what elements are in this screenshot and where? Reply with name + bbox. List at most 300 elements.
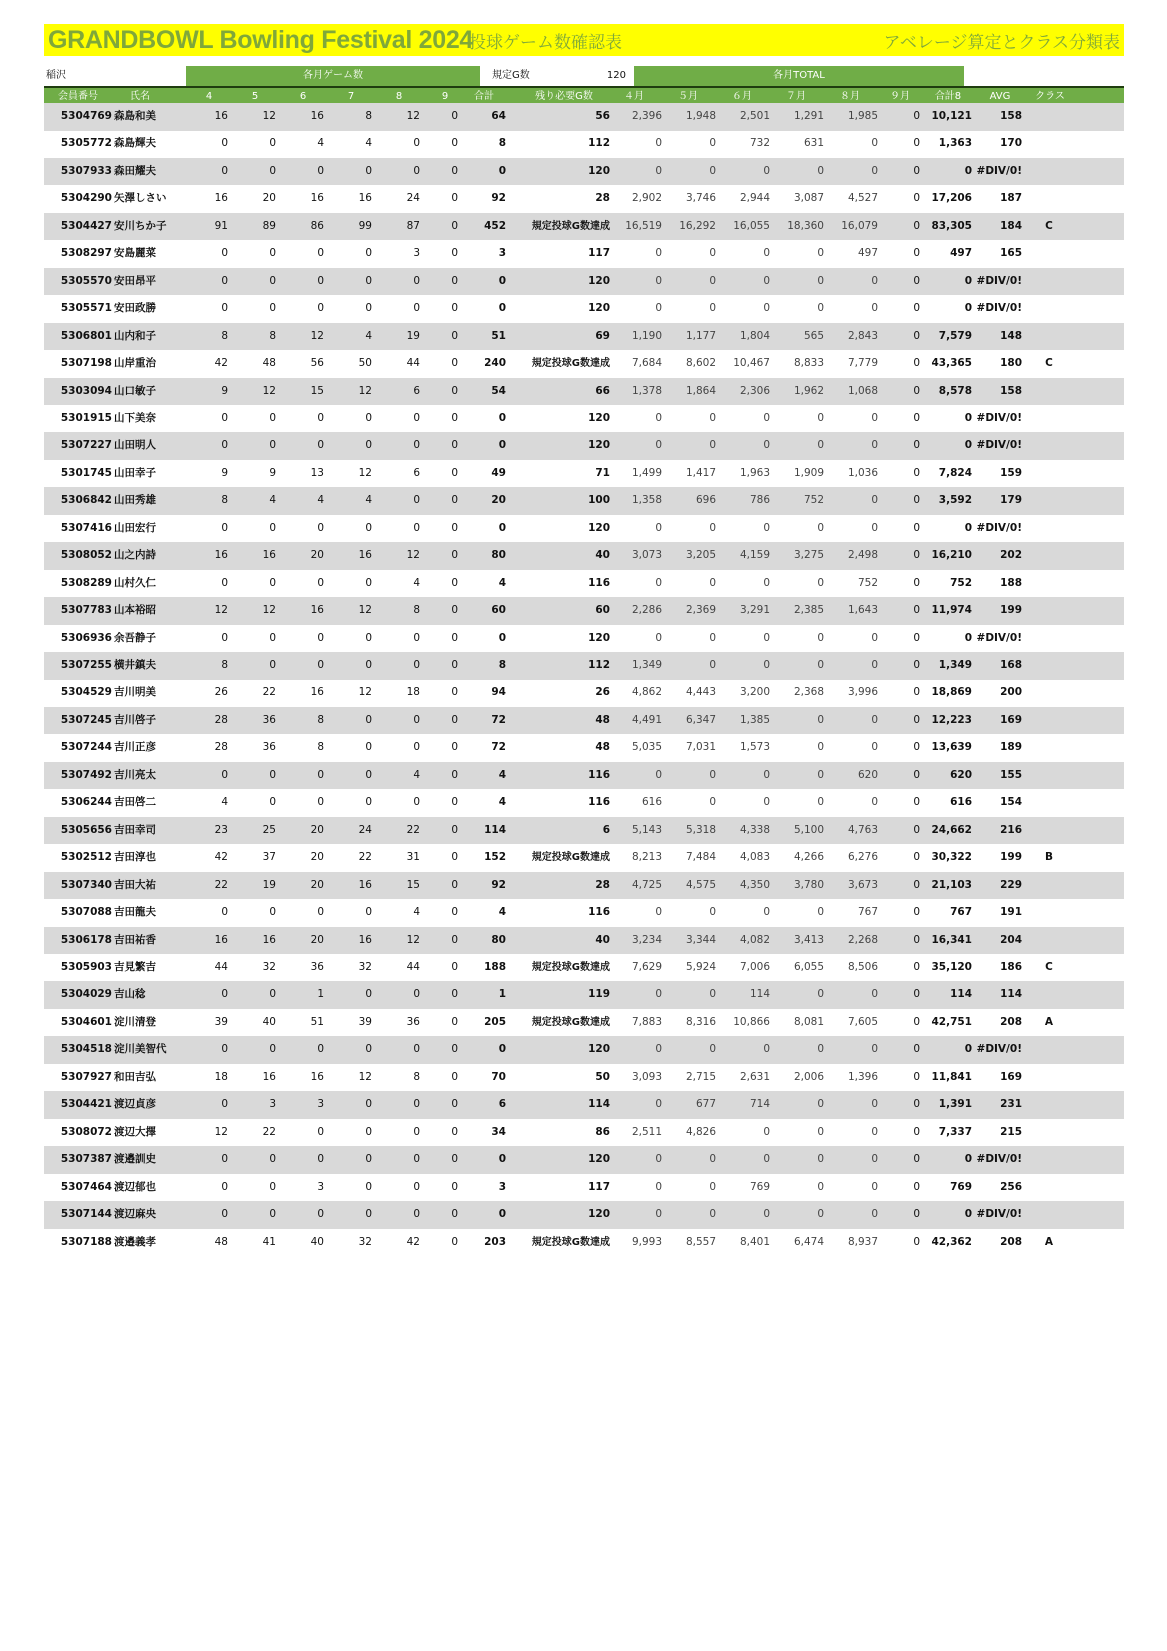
cell-sep: 0 xyxy=(913,1208,920,1220)
cell-total8: 12,223 xyxy=(931,713,972,726)
cell-avg: #DIV/0! xyxy=(976,302,1022,315)
cell-may: 1,948 xyxy=(685,110,716,122)
cell-total8: 35,120 xyxy=(931,960,972,973)
cell-remaining-games: 40 xyxy=(595,549,610,562)
cell-name: 吉田大祐 xyxy=(114,878,156,891)
cell-games-total: 34 xyxy=(491,1125,506,1138)
column-header-jul: ７月 xyxy=(786,91,806,102)
cell-m4: 0 xyxy=(221,1098,228,1111)
cell-jun: 16,055 xyxy=(733,219,770,232)
cell-remaining-games: 48 xyxy=(595,741,610,754)
cell-jun: 0 xyxy=(763,164,770,177)
cell-m6: 16 xyxy=(310,110,324,122)
cell-m5: 3 xyxy=(269,1098,276,1111)
cell-avg: 215 xyxy=(1000,1125,1022,1138)
cell-class: B xyxy=(1044,851,1053,864)
cell-avg: 208 xyxy=(1000,1015,1022,1028)
cell-member-id: 5308072 xyxy=(60,1125,112,1138)
cell-m6: 0 xyxy=(317,1043,324,1056)
cell-jun: 714 xyxy=(749,1098,770,1111)
cell-remaining-games: 112 xyxy=(588,137,610,150)
cell-m4: 0 xyxy=(221,1180,228,1193)
cell-remaining-games: 120 xyxy=(588,274,610,287)
cell-jul: 0 xyxy=(817,164,824,177)
cell-m8: 6 xyxy=(413,466,420,479)
cell-jul: 0 xyxy=(817,906,824,918)
cell-m5: 0 xyxy=(269,137,276,150)
cell-class: C xyxy=(1045,219,1053,232)
cell-member-id: 5307188 xyxy=(60,1235,112,1248)
cell-jul: 18,360 xyxy=(787,219,824,232)
cell-m6: 0 xyxy=(317,1153,324,1166)
cell-total8: 7,579 xyxy=(938,329,972,342)
cell-avg: 200 xyxy=(1000,686,1022,699)
cell-jul: 0 xyxy=(817,247,824,260)
cell-aug: 752 xyxy=(857,576,878,589)
required-games-label: 規定G数 xyxy=(492,70,530,81)
cell-aug: 8,506 xyxy=(847,960,878,973)
cell-m4: 39 xyxy=(214,1015,228,1028)
cell-jul: 0 xyxy=(817,631,824,644)
cell-m4: 23 xyxy=(214,823,228,836)
cell-sep: 0 xyxy=(913,384,920,397)
cell-m4: 0 xyxy=(221,1043,228,1056)
cell-total8: 16,210 xyxy=(931,549,972,562)
cell-games-total: 0 xyxy=(498,1208,506,1220)
cell-m9: 0 xyxy=(451,631,458,644)
cell-member-id: 5304769 xyxy=(60,110,112,122)
cell-jul: 0 xyxy=(817,741,824,754)
cell-m5: 8 xyxy=(269,329,276,342)
cell-games-total: 51 xyxy=(491,329,506,342)
cell-remaining-games: 規定投球G数達成 xyxy=(531,358,610,369)
cell-m7: 0 xyxy=(365,521,372,534)
cell-jul: 0 xyxy=(817,659,824,671)
cell-m9: 0 xyxy=(451,1098,458,1111)
cell-name: 山下美奈 xyxy=(114,411,156,424)
cell-m5: 0 xyxy=(269,659,276,671)
cell-member-id: 5307933 xyxy=(60,164,112,177)
cell-m8: 0 xyxy=(413,274,420,287)
cell-aug: 1,985 xyxy=(847,110,878,122)
cell-apr: 0 xyxy=(655,521,662,534)
cell-m7: 0 xyxy=(365,1208,372,1220)
cell-m6: 4 xyxy=(317,494,324,507)
cell-avg: #DIV/0! xyxy=(976,1043,1022,1056)
cell-sep: 0 xyxy=(913,219,920,232)
cell-member-id: 5306244 xyxy=(60,796,112,809)
cell-member-id: 5305903 xyxy=(60,960,112,973)
cell-m6: 16 xyxy=(310,192,324,205)
cell-apr: 9,993 xyxy=(631,1235,662,1248)
cell-class xyxy=(1034,817,1064,845)
cell-class xyxy=(1034,872,1064,900)
cell-member-id: 5306801 xyxy=(60,329,112,342)
cell-avg: 179 xyxy=(1000,494,1022,507)
cell-jun: 0 xyxy=(763,439,770,452)
cell-total8: 17,206 xyxy=(931,192,972,205)
column-header-avg: AVG xyxy=(989,91,1011,102)
cell-aug: 0 xyxy=(871,411,878,424)
cell-m6: 0 xyxy=(317,576,324,589)
cell-member-id: 5308289 xyxy=(60,576,112,589)
cell-class: A xyxy=(1044,1015,1054,1028)
table-row xyxy=(44,570,1124,598)
cell-m8: 0 xyxy=(413,1180,420,1193)
cell-games-total: 80 xyxy=(491,549,506,562)
cell-aug: 4,527 xyxy=(847,192,878,205)
cell-m8: 24 xyxy=(406,192,420,205)
cell-aug: 0 xyxy=(871,1153,878,1166)
cell-may: 6,347 xyxy=(685,713,716,726)
cell-m4: 9 xyxy=(221,384,228,397)
cell-m6: 16 xyxy=(310,1070,324,1083)
cell-m8: 31 xyxy=(406,851,420,864)
cell-jul: 1,909 xyxy=(793,466,824,479)
cell-m8: 0 xyxy=(413,494,420,507)
cell-m6: 13 xyxy=(310,466,324,479)
cell-aug: 1,068 xyxy=(847,384,878,397)
cell-m5: 9 xyxy=(269,466,276,479)
cell-m8: 8 xyxy=(413,1070,420,1083)
cell-class xyxy=(1034,597,1064,625)
cell-class: C xyxy=(1045,960,1053,973)
cell-jul: 0 xyxy=(817,1043,824,1056)
cell-m5: 0 xyxy=(269,988,276,1001)
column-header-m5: 5 xyxy=(251,91,259,102)
table-row xyxy=(44,954,1124,982)
cell-name: 渡辺貞彦 xyxy=(114,1098,156,1111)
cell-games-total: 0 xyxy=(498,521,506,534)
cell-avg: #DIV/0! xyxy=(976,521,1022,534)
cell-aug: 497 xyxy=(857,247,878,260)
cell-games-total: 0 xyxy=(498,631,506,644)
cell-m9: 0 xyxy=(451,659,458,671)
cell-m7: 0 xyxy=(365,1125,372,1138)
cell-jul: 0 xyxy=(817,1153,824,1166)
cell-class xyxy=(1034,927,1064,955)
cell-m9: 0 xyxy=(451,521,458,534)
table-row xyxy=(44,158,1124,186)
cell-jul: 0 xyxy=(817,576,824,589)
cell-jun: 0 xyxy=(763,521,770,534)
cell-aug: 16,079 xyxy=(841,219,878,232)
cell-apr: 1,499 xyxy=(631,466,662,479)
cell-m5: 0 xyxy=(269,274,276,287)
cell-m8: 12 xyxy=(406,933,420,946)
cell-m9: 0 xyxy=(451,960,458,973)
cell-m4: 16 xyxy=(214,110,228,122)
cell-m5: 0 xyxy=(269,796,276,809)
cell-m9: 0 xyxy=(451,796,458,809)
cell-jun: 0 xyxy=(763,247,770,260)
cell-may: 1,417 xyxy=(685,466,716,479)
cell-remaining-games: 120 xyxy=(588,439,610,452)
cell-member-id: 5307144 xyxy=(60,1208,112,1220)
cell-m8: 0 xyxy=(413,411,420,424)
cell-m6: 20 xyxy=(310,933,324,946)
cell-sep: 0 xyxy=(913,659,920,671)
cell-m4: 28 xyxy=(214,713,228,726)
cell-total8: 0 xyxy=(964,1043,972,1056)
cell-m9: 0 xyxy=(451,247,458,260)
cell-total8: 1,349 xyxy=(938,659,972,671)
cell-aug: 0 xyxy=(871,741,878,754)
cell-m5: 89 xyxy=(262,219,276,232)
cell-avg: 155 xyxy=(1000,768,1022,781)
cell-m5: 0 xyxy=(269,631,276,644)
cell-sep: 0 xyxy=(913,1153,920,1166)
cell-m8: 18 xyxy=(406,686,420,699)
table-row xyxy=(44,1229,1124,1257)
cell-remaining-games: 120 xyxy=(588,1208,610,1220)
cell-m9: 0 xyxy=(451,1235,458,1248)
cell-m4: 44 xyxy=(214,960,228,973)
cell-member-id: 5307783 xyxy=(60,604,112,617)
cell-m5: 37 xyxy=(262,851,276,864)
table-row xyxy=(44,240,1124,268)
table-row xyxy=(44,213,1124,241)
cell-name: 山本裕昭 xyxy=(114,604,156,617)
cell-m6: 1 xyxy=(317,988,324,1001)
cell-member-id: 5307387 xyxy=(60,1153,112,1166)
cell-remaining-games: 規定投球G数達成 xyxy=(531,1236,610,1248)
cell-remaining-games: 117 xyxy=(588,1180,610,1193)
cell-m9: 0 xyxy=(451,164,458,177)
cell-aug: 0 xyxy=(871,796,878,809)
column-header-sep: ９月 xyxy=(890,91,910,102)
cell-member-id: 5305570 xyxy=(60,274,112,287)
cell-m6: 0 xyxy=(317,439,324,452)
cell-class xyxy=(1034,1091,1064,1119)
cell-m4: 12 xyxy=(214,1125,228,1138)
cell-avg: 184 xyxy=(1000,219,1022,232)
title-banner xyxy=(44,24,1124,56)
cell-class xyxy=(1034,1119,1064,1147)
column-header-member-id: 会員番号 xyxy=(58,91,98,102)
table-row xyxy=(44,762,1124,790)
cell-total8: 0 xyxy=(964,1208,972,1220)
cell-may: 0 xyxy=(709,659,716,671)
cell-member-id: 5307227 xyxy=(60,439,112,452)
column-header-m4: 4 xyxy=(205,91,213,102)
cell-m6: 0 xyxy=(317,796,324,809)
cell-m9: 0 xyxy=(451,549,458,562)
cell-apr: 7,629 xyxy=(631,960,662,973)
cell-avg: 169 xyxy=(1000,713,1022,726)
cell-m5: 12 xyxy=(262,110,276,122)
cell-jun: 0 xyxy=(763,1153,770,1166)
cell-games-total: 0 xyxy=(498,1043,506,1056)
cell-m5: 16 xyxy=(262,1070,276,1083)
cell-m5: 0 xyxy=(269,302,276,315)
cell-m4: 16 xyxy=(214,549,228,562)
cell-jul: 6,055 xyxy=(793,960,824,973)
cell-m8: 4 xyxy=(413,906,420,918)
cell-class xyxy=(1034,240,1064,268)
cell-games-total: 152 xyxy=(484,851,506,864)
cell-name: 森田耀夫 xyxy=(114,164,156,177)
cell-total8: 0 xyxy=(964,411,972,424)
cell-total8: 1,391 xyxy=(938,1098,972,1111)
cell-jun: 732 xyxy=(749,137,770,150)
cell-m6: 16 xyxy=(310,686,324,699)
cell-jul: 3,087 xyxy=(793,192,824,205)
cell-may: 8,602 xyxy=(685,357,716,369)
cell-m8: 0 xyxy=(413,713,420,726)
cell-jul: 4,266 xyxy=(793,851,824,864)
cell-may: 0 xyxy=(709,521,716,534)
cell-jun: 1,573 xyxy=(739,741,770,754)
cell-m7: 0 xyxy=(365,439,372,452)
cell-name: 吉川亮太 xyxy=(114,768,156,781)
cell-sep: 0 xyxy=(913,1015,920,1028)
cell-member-id: 5307340 xyxy=(60,878,112,891)
cell-may: 3,746 xyxy=(685,192,716,205)
cell-may: 0 xyxy=(709,1208,716,1220)
cell-may: 0 xyxy=(709,988,716,1001)
cell-aug: 4,763 xyxy=(847,823,878,836)
column-header-apr: ４月 xyxy=(624,91,644,102)
cell-m5: 48 xyxy=(262,357,276,369)
cell-m6: 4 xyxy=(317,137,324,150)
column-header-total8: 合計8 xyxy=(934,91,962,102)
cell-jul: 0 xyxy=(817,411,824,424)
cell-total8: 3,592 xyxy=(938,494,972,507)
cell-m9: 0 xyxy=(451,302,458,315)
cell-m4: 0 xyxy=(221,439,228,452)
cell-games-total: 0 xyxy=(498,411,506,424)
cell-m9: 0 xyxy=(451,768,458,781)
cell-m7: 24 xyxy=(358,823,372,836)
cell-aug: 2,843 xyxy=(847,329,878,342)
cell-m5: 16 xyxy=(262,933,276,946)
cell-m7: 32 xyxy=(358,1235,372,1248)
cell-aug: 2,498 xyxy=(847,549,878,562)
cell-remaining-games: 112 xyxy=(588,659,610,671)
cell-m7: 12 xyxy=(358,466,372,479)
cell-avg: 199 xyxy=(1000,604,1022,617)
cell-sep: 0 xyxy=(913,302,920,315)
cell-aug: 7,605 xyxy=(847,1015,878,1028)
cell-jul: 2,385 xyxy=(793,604,824,617)
cell-m4: 42 xyxy=(214,357,228,369)
cell-name: 山田秀雄 xyxy=(114,494,156,507)
cell-avg: 114 xyxy=(1000,988,1022,1001)
cell-m4: 16 xyxy=(214,192,228,205)
cell-sep: 0 xyxy=(913,823,920,836)
table-row xyxy=(44,323,1124,351)
cell-may: 1,864 xyxy=(685,384,716,397)
cell-remaining-games: 116 xyxy=(588,906,610,918)
cell-m5: 0 xyxy=(269,439,276,452)
cell-sep: 0 xyxy=(913,1180,920,1193)
cell-m7: 0 xyxy=(365,1153,372,1166)
cell-class xyxy=(1034,103,1064,131)
cell-m4: 0 xyxy=(221,906,228,918)
cell-m6: 0 xyxy=(317,164,324,177)
cell-name: 森島輝夫 xyxy=(114,137,156,150)
cell-total8: 21,103 xyxy=(931,878,972,891)
cell-m7: 0 xyxy=(365,247,372,260)
cell-avg: 231 xyxy=(1000,1098,1022,1111)
cell-m7: 12 xyxy=(358,686,372,699)
cell-member-id: 5307492 xyxy=(60,768,112,781)
cell-may: 8,316 xyxy=(685,1015,716,1028)
cell-m8: 0 xyxy=(413,439,420,452)
cell-total8: 769 xyxy=(950,1180,972,1193)
cell-m9: 0 xyxy=(451,576,458,589)
cell-sep: 0 xyxy=(913,164,920,177)
cell-avg: #DIV/0! xyxy=(976,1153,1022,1166)
cell-m4: 0 xyxy=(221,274,228,287)
cell-m5: 0 xyxy=(269,906,276,918)
cell-class xyxy=(1034,1146,1064,1174)
cell-jul: 0 xyxy=(817,768,824,781)
cell-sep: 0 xyxy=(913,1235,920,1248)
cell-m5: 40 xyxy=(262,1015,276,1028)
cell-sep: 0 xyxy=(913,878,920,891)
column-header-games-total: 合計 xyxy=(474,91,494,102)
cell-total8: 42,751 xyxy=(931,1015,972,1028)
cell-jun: 0 xyxy=(763,796,770,809)
cell-may: 16,292 xyxy=(679,219,716,232)
cell-jul: 2,006 xyxy=(793,1070,824,1083)
cell-m9: 0 xyxy=(451,906,458,918)
cell-jun: 0 xyxy=(763,631,770,644)
cell-m5: 16 xyxy=(262,549,276,562)
cell-m6: 0 xyxy=(317,521,324,534)
cell-name: 山田幸子 xyxy=(114,466,156,479)
cell-m8: 3 xyxy=(413,247,420,260)
cell-total8: 7,824 xyxy=(938,466,972,479)
cell-m7: 16 xyxy=(358,549,372,562)
cell-jun: 0 xyxy=(763,1208,770,1220)
cell-m9: 0 xyxy=(451,384,458,397)
cell-apr: 616 xyxy=(641,796,662,809)
table-row xyxy=(44,295,1124,323)
cell-avg: #DIV/0! xyxy=(976,439,1022,452)
cell-jul: 6,474 xyxy=(793,1235,824,1248)
cell-m6: 20 xyxy=(310,549,324,562)
cell-apr: 3,234 xyxy=(631,933,662,946)
cell-jul: 0 xyxy=(817,713,824,726)
cell-jul: 0 xyxy=(817,521,824,534)
cell-class xyxy=(1034,515,1064,543)
cell-apr: 3,093 xyxy=(631,1070,662,1083)
cell-may: 0 xyxy=(709,1180,716,1193)
table-row xyxy=(44,981,1124,1009)
cell-name: 安島麗菜 xyxy=(114,247,156,260)
cell-aug: 1,036 xyxy=(847,466,878,479)
cell-m6: 0 xyxy=(317,659,324,671)
cell-avg: 158 xyxy=(1000,384,1022,397)
cell-avg: 180 xyxy=(1000,357,1022,369)
cell-m4: 8 xyxy=(221,494,228,507)
cell-m5: 0 xyxy=(269,164,276,177)
cell-avg: 186 xyxy=(1000,960,1022,973)
cell-apr: 7,684 xyxy=(631,357,662,369)
cell-name: 山口敏子 xyxy=(114,384,156,397)
cell-class xyxy=(1034,1064,1064,1092)
cell-member-id: 5307255 xyxy=(60,659,112,671)
cell-games-total: 20 xyxy=(491,494,506,507)
cell-m9: 0 xyxy=(451,604,458,617)
cell-may: 4,443 xyxy=(685,686,716,699)
cell-m4: 0 xyxy=(221,164,228,177)
cell-jun: 10,866 xyxy=(733,1015,770,1028)
cell-m4: 0 xyxy=(221,247,228,260)
